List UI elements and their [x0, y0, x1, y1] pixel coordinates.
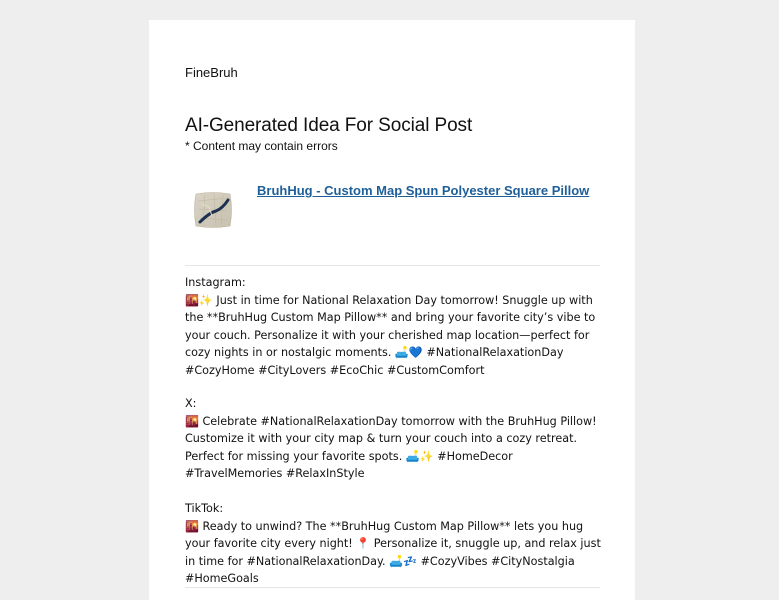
- page-title: AI-Generated Idea For Social Post: [185, 115, 473, 136]
- post-instagram: [185, 274, 605, 380]
- post-body: 🌇✨ Just in time for National Relaxation Day tomorrow! Snuggle up with the **BruhHug Custom Map Pillow** and bring your favorite city’s vibe to your couch. Personalize it with your cherished map location—perfect for cozy nights in or nostalgic moments. 🛋️💙 #NationalRelaxationDay #CozyHome #CityLovers #EcoChic #CustomComfort: [185, 293, 596, 377]
- post-body: 🌇 Celebrate #NationalRelaxationDay tomorrow with the BruhHug Pillow! Customize it with your city map & turn your couch into a cozy retreat. Perfect for missing your favorite spots. 🛋️✨ #HomeDecor #TravelMemories #RelaxInStyle: [185, 414, 597, 481]
- post-x: [185, 395, 605, 483]
- map-pillow-thumbnail[interactable]: [192, 189, 234, 231]
- email-card: [149, 20, 635, 600]
- post-tiktok: [185, 500, 605, 588]
- platform-label: X:: [185, 397, 197, 410]
- divider: [185, 265, 600, 266]
- platform-label: TikTok:: [185, 502, 224, 515]
- post-body: 🌇 Ready to unwind? The **BruhHug Custom Map Pillow** lets you hug your favorite city every night! 📍 Personalize it, snuggle up, and relax just in time for #NationalRelaxationDay. 🛋️💤 #CozyVibes #CityNostalgia #HomeGoals: [185, 519, 601, 586]
- disclaimer-text: * Content may contain errors: [185, 139, 338, 153]
- product-link[interactable]: BruhHug - Custom Map Spun Polyester Square Pillow: [257, 183, 590, 198]
- divider: [185, 587, 600, 588]
- platform-label: Instagram:: [185, 276, 246, 289]
- brand-name: FineBruh: [185, 65, 238, 80]
